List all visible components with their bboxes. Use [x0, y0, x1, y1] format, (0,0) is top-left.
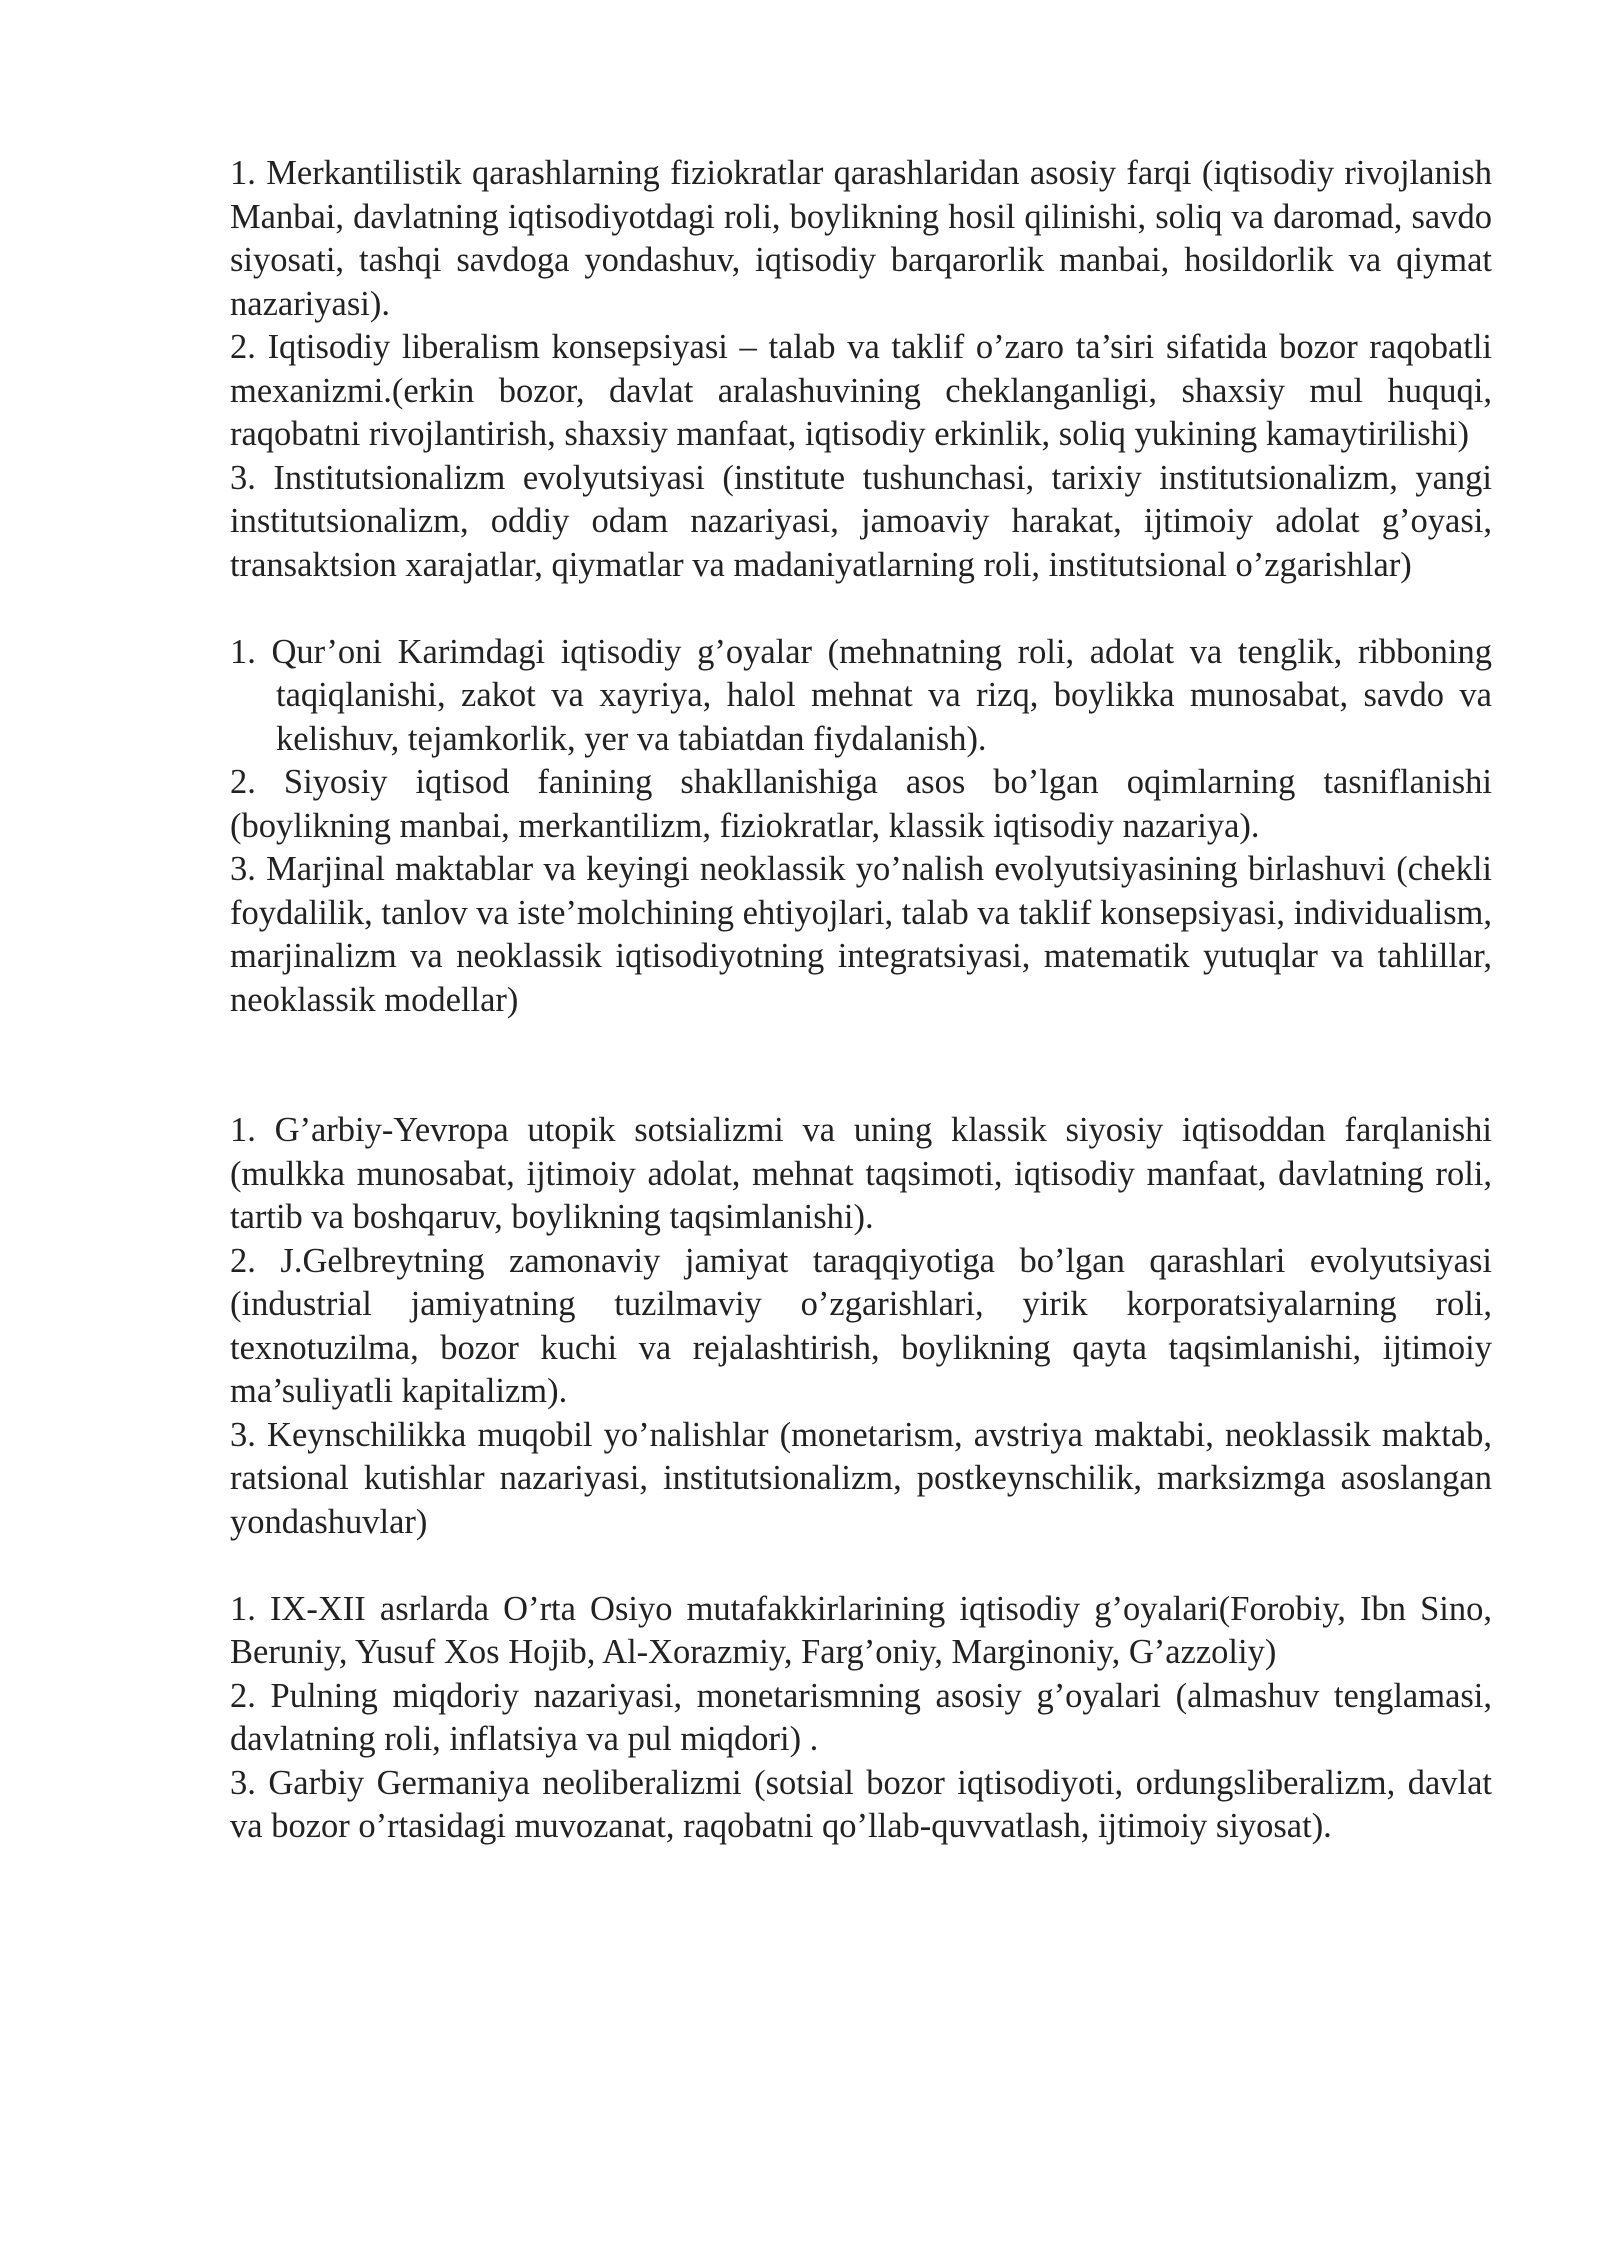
item-text: Keynschilikka muqobil yo’nalishlar (monetarism, avstriya maktabi, neoklassik maktab, ratsional kutishlar nazariyasi, institutsionalizm, postkeynschilik, marksizmga asoslangan yondashuvlar) [230, 1415, 1493, 1541]
question-item [230, 457, 1492, 588]
question-group-1 [230, 152, 1492, 587]
document-page [230, 152, 1492, 1849]
question-item [230, 1414, 1492, 1545]
item-text: IX-XII asrlarda O’rta Osiyo mutafakkirlarining iqtisodiy g’oyalari(Forobiy, Ibn Sino, Beruniy, Yusuf Xos Hojib, Al-Xorazmiy, Farg’oniy, Marginoniy, G’azzoliy) [230, 1589, 1493, 1671]
question-item [230, 761, 1492, 848]
question-item [230, 848, 1492, 1022]
item-number: 2. [230, 328, 256, 366]
item-number: 1. [230, 154, 256, 192]
question-item [230, 1109, 1492, 1240]
question-item [230, 1762, 1492, 1849]
item-number: 2. [230, 763, 256, 801]
question-item [230, 1240, 1492, 1414]
question-item [230, 1588, 1492, 1675]
item-text: Qur’oni Karimdagi iqtisodiy g’oyalar (mehnatning roli, adolat va tenglik, ribboning taqiqlanishi, zakot va xayriya, halol mehnat va rizq, boylikka munosabat, savdo va kelishuv, tejamkorlik, yer va tabiatdan fiydalanish). [271, 632, 1492, 758]
item-text: Siyosiy iqtisod fanining shakllanishiga asos bo’lgan oqimlarning tasniflanishi (boylikning manbai, merkantilizm, fiziokratlar, klassik iqtisodiy nazariya). [230, 763, 1493, 845]
item-number: 1. [230, 1111, 256, 1149]
item-text: J.Gelbreytning zamonaviy jamiyat taraqqiyotiga bo’lgan qarashlari evolyutsiyasi (industrial jamiyatning tuzilmaviy o’zgarishlari, yirik korporatsiyalarning roli, texnotuzilma, bozor kuchi va rejalashtirish, boylikning qayta taqsimlanishi, ijtimoiy ma’suliyatli kapitalizm). [230, 1241, 1492, 1410]
question-item [230, 631, 1492, 762]
question-group-4 [230, 1588, 1492, 1849]
item-text: G’arbiy-Yevropa utopik sotsializmi va uning klassik siyosiy iqtisoddan farqlanishi (mulkka munosabat, ijtimoiy adolat, mehnat taqsimoti, iqtisodiy manfaat, davlatning roli, tartib va boshqaruv, boylikning taqsimlanishi). [230, 1111, 1492, 1236]
question-group-3 [230, 1109, 1492, 1544]
question-group-2 [230, 631, 1492, 1023]
item-number: 2. [230, 1676, 256, 1715]
item-text: Pulning miqdoriy nazariyasi, monetarismning asosiy g’oyalari (almashuv tenglamasi, davlatning roli, inflatsiya va pul miqdori) . [230, 1676, 1493, 1758]
item-number: 3. [230, 1763, 256, 1802]
question-item [230, 152, 1492, 326]
question-item [230, 1675, 1492, 1762]
item-number: 3. [230, 1415, 256, 1454]
item-text: Garbiy Germaniya neoliberalizmi (sotsial bozor iqtisodiyoti, ordungsliberalizm, davlat va bozor o’rtasidagi muvozanat, raqobatni qo’llab-quvvatlash, ijtimoiy siyosat). [230, 1763, 1492, 1845]
item-number: 2. [230, 1241, 256, 1280]
item-text: Merkantilistik qarashlarning fiziokratlar qarashlaridan asosiy farqi (iqtisodiy rivojlanish Manbai, davlatning iqtisodiyotdagi roli, boylikning hosil qilinishi, soliq va daromad, savdo siyosati, tashqi savdoga yondashuv, iqtisodiy barqarorlik manbai, hosildorlik va qiymat nazariyasi). [230, 154, 1492, 323]
question-item [230, 326, 1492, 457]
item-text: Iqtisodiy liberalism konsepsiyasi – talab va taklif o’zaro ta’siri sifatida bozor raqobatli mexanizmi.(erkin bozor, davlat aralashuvining cheklanganligi, shaxsiy mul huquqi, raqobatni rivojlantirish, shaxsiy manfaat, iqtisodiy erkinlik, soliq yukining kamaytirilishi) [230, 328, 1493, 453]
item-number: 3. [230, 850, 256, 888]
item-number: 1. [230, 1589, 256, 1628]
item-text: Institutsionalizm evolyutsiyasi (institute tushunchasi, tarixiy institutsionalizm, yangi institutsionalizm, oddiy odam nazariyasi, jamoaviy harakat, ijtimoiy adolat g’oyasi, transaktsion xarajatlar, qiymatlar va madaniyatlarning roli, institutsional o’zgarishlar) [230, 458, 1493, 584]
item-text: Marjinal maktablar va keyingi neoklassik yo’nalish evolyutsiyasining birlashuvi (chekli foydalilik, tanlov va iste’molchining ehtiyojlari, talab va taklif konsepsiyasi, individualism, marjinalizm va neoklassik iqtisodiyotning integratsiyasi, matematik yutuqlar va tahlillar, neoklassik modellar) [230, 850, 1493, 1019]
item-number: 1. [230, 632, 256, 671]
item-number: 3. [230, 458, 256, 497]
